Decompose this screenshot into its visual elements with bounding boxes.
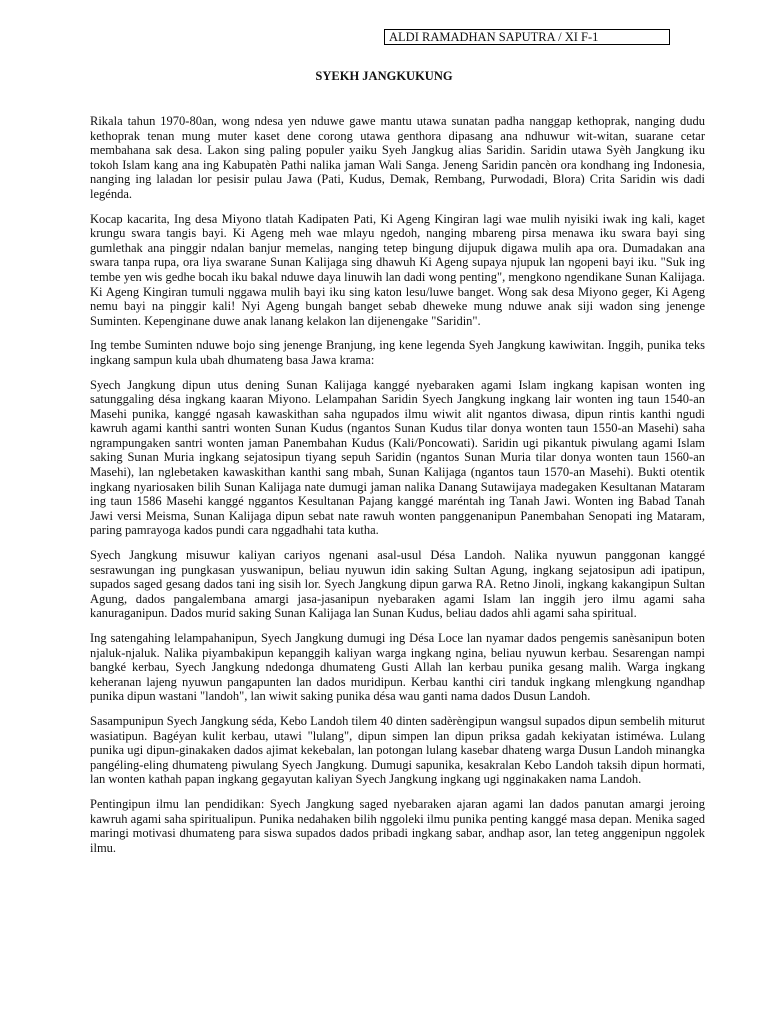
paragraph-4: Syech Jangkung dipun utus dening Sunan Kalijaga kanggé nyebaraken agami Islam ingkang kapisan wonten ing satunggaling désa ingkang kaaran Miyono. Lelampahan Saridin Syech Jangkung ingkang lair wonten ing taun 1540-an Masehi punika, kanggé ngasah kawaskithan saha ngupados ilmu wiwit alit ngantos diwasa, dipun rintis kanthi ngudi kawruh agami kanthi santri wonten Sunan Kudus (ngantos Sunan Kudus tilar donya wonten taun 1550-an Masehi) saha ngrampungaken santri wonten jaman Panembahan Kudus (Kali/Poncowati). Saridin ugi pikantuk piwulang agami Islam saking Sunan Muria ingkang sejatosipun tiyang sepuh Saridin (ngantos Sunan Muria tilar donya wonten taun 1560-an Masehi), lan nglebetaken kawaskithan kanthi sang mbah, Sunan Kalijaga (ngantos taun 1570-an Masehi). Bukti otentik ingkang nyariosaken bilih Sunan Kalijaga nate dumugi jaman nalika Danang Sutawijaya madegaken Kesultanan Mataram ing taun 1586 Masehi kanggé nggantos Kesultanan Pajang kanggé maréntah ing Tanah Jawi. Wonten ing Babad Tanah Jawi versi Meisma, Sunan Kalijaga dipun sebat nate rawuh wonten panggenanipun Panembahan Senopati ing Mataram, paring pamrayoga kados pundi cara nggadhahi tata kutha.: [90, 377, 705, 538]
paragraph-6: Ing satengahing lelampahanipun, Syech Jangkung dumugi ing Désa Loce lan nyamar dados pengemis sanèsanipun boten njaluk-njaluk. Nalika piyambakipun kepanggih kaliyan warga ingkang ngina, beliau nyuwun kerbau. Sesarengan nampi bangké kerbau, Syech Jangkung ndedonga dhumateng Gusti Allah lan kerbau punika gesang malih. Warga ingkang keheranan lajeng nyuwun pangapunten lan dados muridipun. Kerbau kanthi ciri tanduk ingkang mlengkung ngandhap punika dipun wastani "landoh", lan wiwit saking punika désa wau ganti nama dados Dusun Landoh.: [90, 631, 705, 704]
author-name: ALDI RAMADHAN SAPUTRA / XI F-1: [389, 30, 599, 44]
paragraph-5: Syech Jangkung misuwur kaliyan cariyos ngenani asal-usul Désa Landoh. Nalika nyuwun panggonan kanggé sesrawungan ing pungkasan yuswanipun, beliau nyuwun idin saking Sultan Agung, ingkang sejatosipun adi ipatipun, supados saged gesang dados tani ing sisih lor. Syech Jangkung dipun garwa RA. Retno Jinoli, ingkang kakangipun Sultan Agung, dados pangalembana amargi jasa-jasanipun nyebaraken agami Islam lan inggih jero ilmu agami saha kanuraganipun. Dados murid saking Sunan Kalijaga lan Sunan Kudus, beliau dados ahli agami saha spiritual.: [90, 548, 705, 621]
document-body: [90, 114, 705, 865]
paragraph-3: Ing tembe Suminten nduwe bojo sing jenenge Branjung, ing kene legenda Syeh Jangkung kawiwitan. Inggih, punika teks ingkang sampun kula ubah dhumateng basa Jawa krama:: [90, 338, 705, 367]
author-name-box: [384, 29, 670, 45]
paragraph-7: Sasampunipun Syech Jangkung séda, Kebo Landoh tilem 40 dinten sadèrèngipun wangsul supados dipun sembelih miturut wasiatipun. Bagéyan kulit kerbau, utawi "lulang", dipun simpen lan dipun priksa gadah kekiyatan istiméwa. Lulang punika ugi dipun-ginakaken dados ajimat kekebalan, lan potongan lulang kasebar dhateng warga Dusun Landoh minangka pangéling-eling dhumateng piwulang Syech Jangkung. Dumugi sapunika, kesakralan Kebo Landoh taksih dipun hormati, lan wonten kathah papan ingkang gegayutan kaliyan Syech Jangkung ingkang ugi ngginakaken nama Landoh.: [90, 713, 705, 787]
paragraph-1: Rikala tahun 1970-80an, wong ndesa yen nduwe gawe mantu utawa sunatan padha nanggap kethoprak, nanging dudu kethoprak tenan mung muter kaset dene corong utawa genthora dipasang ana ndhuwur wit-witan, suarane cetar membahana sak desa. Lakon sing paling populer yaiku Syeh Jangkug alias Saridin. Saridin utawa Syèh Jangkung iku tokoh Islam kang ana ing Kabupatèn Pathi nalika jaman Wali Sanga. Jeneng Saridin pancèn ora kondhang ing Indonesia, nanging ing laladan lor pesisir pulau Jawa (Pati, Kudus, Demak, Rembang, Purwodadi, Blora) Crita Saridin wis dadi legénda.: [90, 114, 705, 201]
paragraph-8: Pentingipun ilmu lan pendidikan: Syech Jangkung saged nyebaraken ajaran agami lan dados panutan amargi jeroing kawruh agami saha spiritualipun. Punika nedahaken bilih nggoleki ilmu punika penting kanggé masa depan. Menika saged maringi motivasi dhumateng para siswa supados dados pribadi ingkang sabar, andhap asor, lan teteg anggenipun nggolek ilmu.: [90, 796, 705, 855]
document-title: SYEKH JANGKUKUNG: [315, 69, 453, 83]
paragraph-2: Kocap kacarita, Ing desa Miyono tlatah Kadipaten Pati, Ki Ageng Kingiran lagi wae mulih nyisiki iwak ing kali, kaget krungu swara tangis bayi. Ki Ageng meh wae mlayu ngedoh, nanging mbareng pirsa menawa iku swara bayi sing gumlethak ana pinggir ndalan banjur memelas, nanging tetep bingung dijupuk digawa mulih apa ora. Dumadakan ana swara tanpa rupa, ora liya swarane Sunan Kalijaga sing dhawuh Ki Ageng supaya njupuk lan ngopeni bayi iku. "Suk ing tembe yen wis gedhe bocah iku bakal nduwe daya linuwih lan dadi wong penting", mengkono ngendikane Sunan Kalijaga. Ki Ageng Kingiran tumuli nggawa mulih bayi iku sing katon lesu/luwe banget. Wong sak desa Miyono geger, Ki Ageng nemu bayi na pinggir kali! Nyi Ageng bungah banget sebab dheweke mung nduwe anak siji wadon sing jenenge Suminten. Kepenginane duwe anak lanang kelakon lan dijenengake "Saridin".: [90, 211, 705, 328]
